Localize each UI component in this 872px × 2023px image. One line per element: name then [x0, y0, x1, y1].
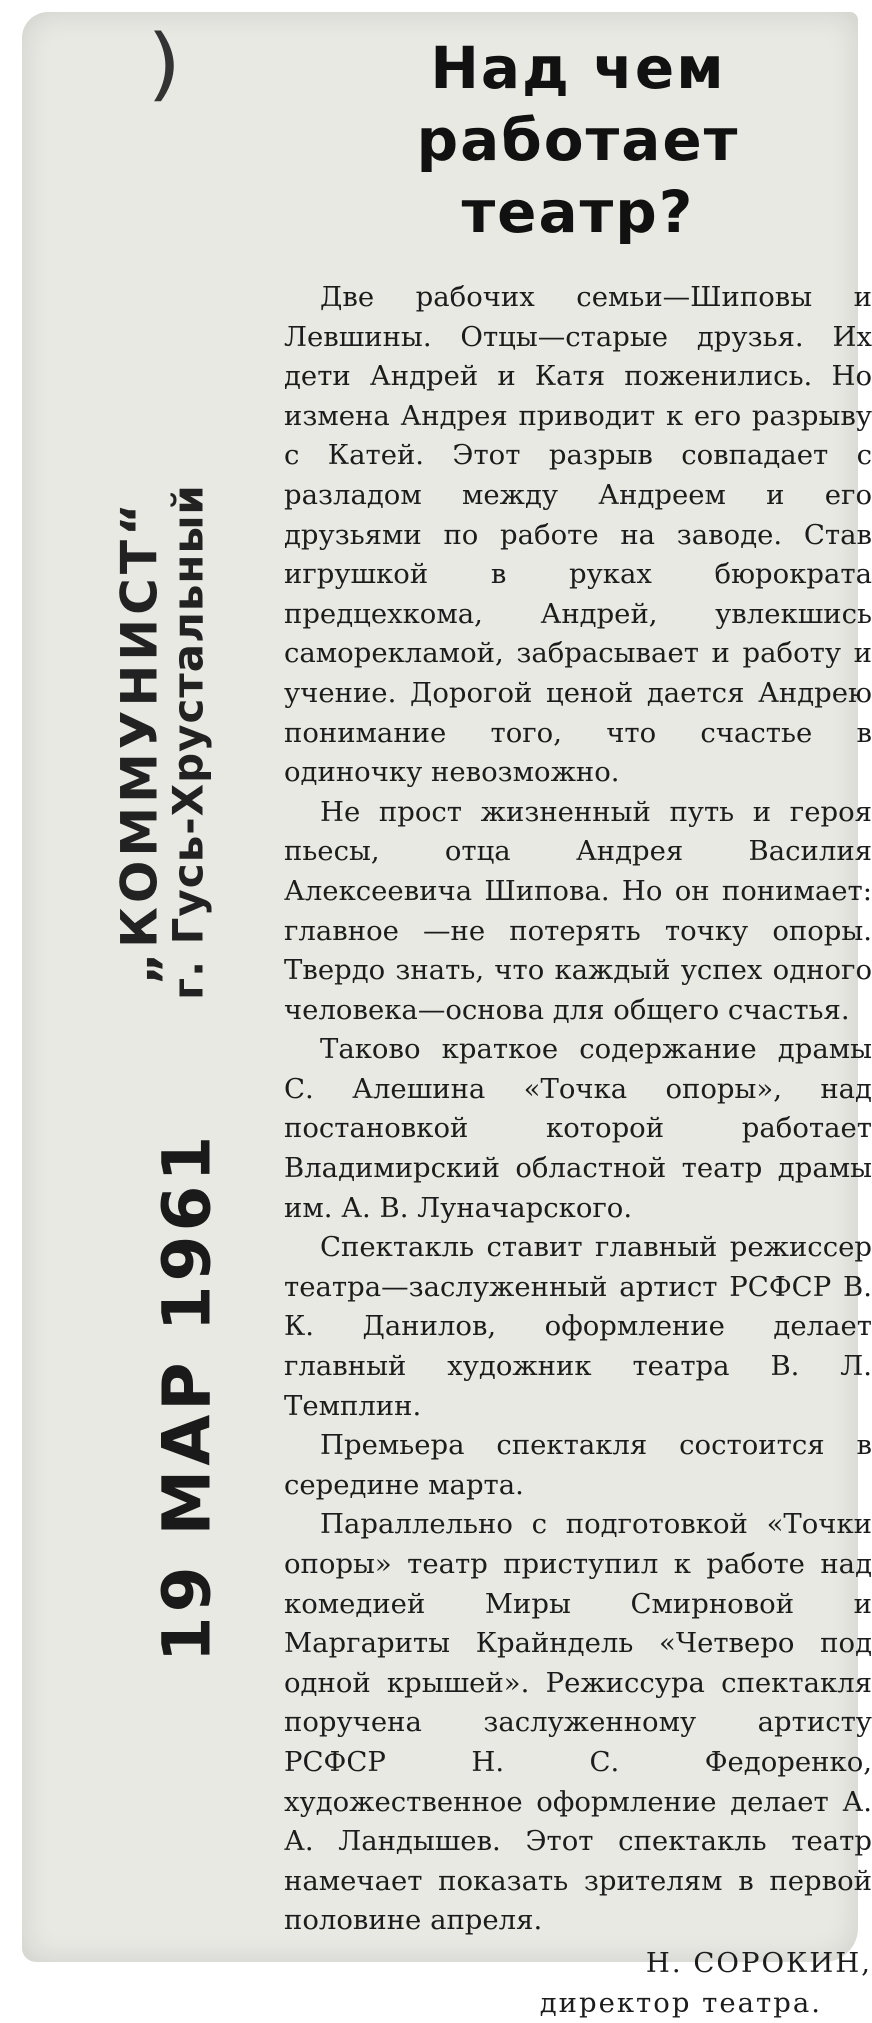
article-paragraph: Спектакль ставит главный режиссер театра—заслуженный артист РСФСР В. К. Данилов, оформление делает главный художник театра В. Л. Темплин.	[284, 1231, 872, 1422]
newspaper-city: г. Гусь-Хрустальный	[163, 484, 213, 1000]
article-paragraph: Две рабочих семьи—Шиповы и Левшины. Отцы—старые друзья. Их дети Андрей и Катя поженились. Но измена Андрея приводит к его разрыву с Катей. Этот разрыв совпадает с разладом между Андреем и его друзьями по работе на заводе. Став игрушкой в руках бюрократа предцехкома, Андрей, увлекшись саморекламой, забрасывает и работу и учение. Дорогой ценой дается Андрею понимание того, что счастье в одиночку невозможно.	[284, 281, 872, 789]
article-paragraph: Премьера спектакля состоится в середине марта.	[284, 1429, 872, 1501]
date-stamp: 19 МАР 1961	[148, 1131, 226, 1663]
author-name: Н. СОРОКИН,	[645, 1946, 872, 1979]
margin-mark: )	[147, 17, 182, 110]
author-title: директор театра.	[539, 1986, 822, 2019]
newspaper-name: „КОММУНИСТ“	[110, 499, 169, 985]
newspaper-stamp	[110, 484, 213, 1000]
article	[284, 32, 872, 2023]
article-signature	[284, 1943, 872, 2023]
article-paragraph: Не прост жизненный путь и героя пьесы, отца Андрея Василия Алексеевича Шипова. Но он понимает: главное —не потерять точку опоры. Твердо знать, что каждый успех одного человека—основа для общего счастья.	[284, 795, 872, 1026]
article-body	[284, 278, 872, 1941]
newspaper-clipping	[22, 12, 872, 2019]
article-paragraph: Параллельно с подготовкой «Точки опоры» театр приступил к работе над комедией Миры Смирновой и Маргариты Крайндель «Четверо под одной крышей». Режиссура спектакля поручена заслуженному артисту РСФСР Н. С. Федоренко, художественное оформление делает А. А. Ландышев. Этот спектакль театр намечает показать зрителям в первой половине апреля.	[284, 1508, 872, 1937]
article-title	[284, 32, 872, 248]
article-title-line: театр?	[461, 178, 695, 246]
article-title-line: Над чем работает	[416, 34, 740, 174]
article-paragraph: Таково краткое содержание драмы С. Алешина «Точка опоры», над постановкой которой работает Владимирский областной театр драмы им. А. В. Луначарского.	[284, 1033, 872, 1224]
